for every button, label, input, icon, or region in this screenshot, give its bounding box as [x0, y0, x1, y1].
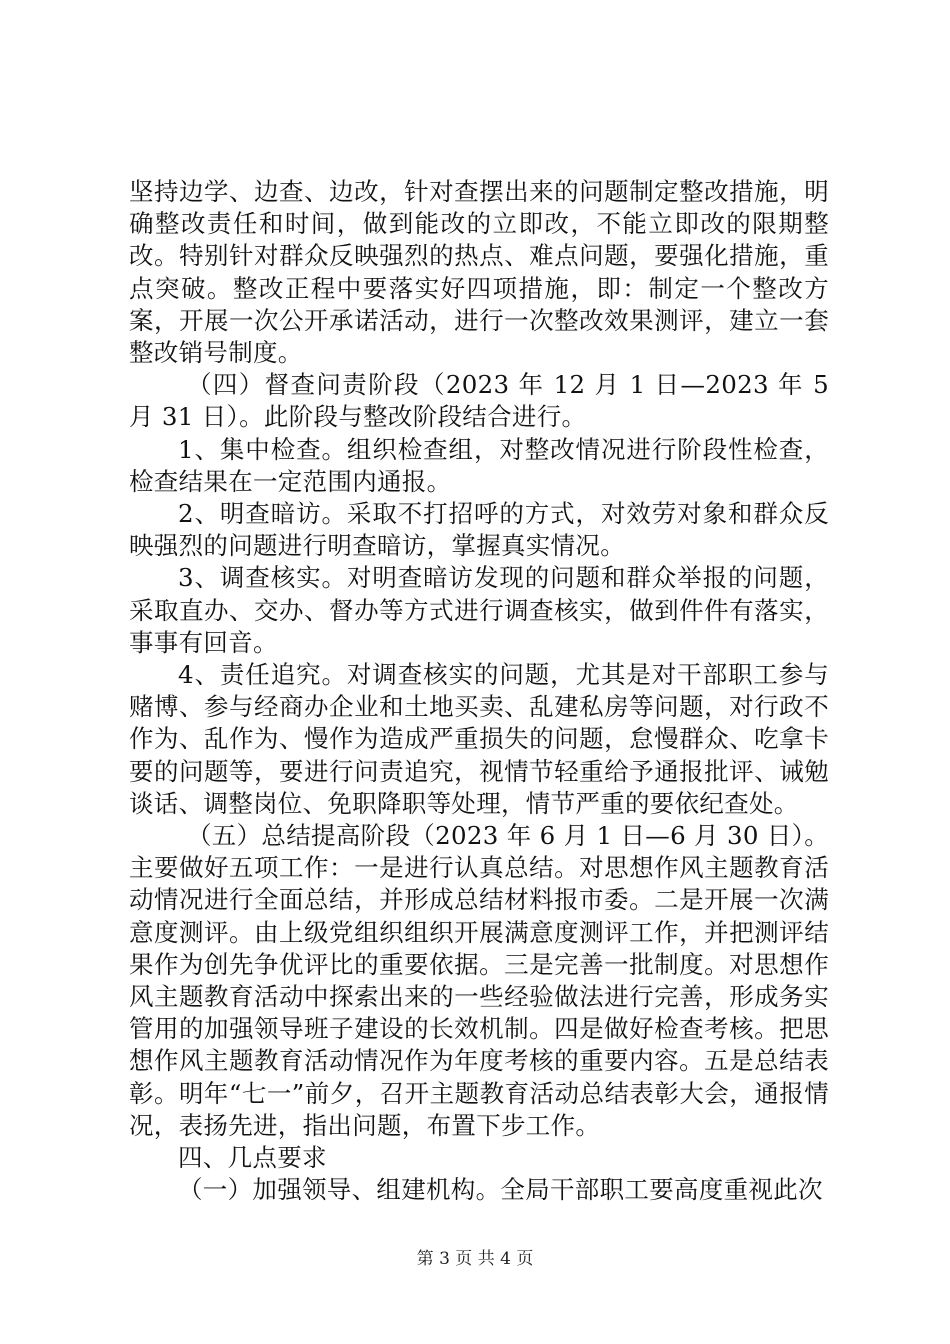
- paragraph: 2、明查暗访。采取不打招呼的方式，对效劳对象和群众反映强烈的问题进行明查暗访，掌握真实情况。: [129, 499, 829, 561]
- document-body: [129, 176, 829, 1207]
- paragraph: （一）加强领导、组建机构。全局干部职工要高度重视此次: [178, 1175, 823, 1205]
- paragraph-heading: 四、几点要求: [178, 1143, 327, 1173]
- paragraph-section-heading: （四）督查问责阶段（2023 年 12 月 1 日—2023 年 5 月 31 日）。此阶段与整改阶段结合进行。: [129, 370, 829, 432]
- paragraph: 坚持边学、边查、边改，针对查摆出来的问题制定整改措施，明确整改责任和时间，做到能改的立即改，不能立即改的限期整改。特别针对群众反映强烈的热点、难点问题，要强化措施，重点突破。整改正程中要落实好四项措施，即：制定一个整改方案，开展一次公开承诺活动，进行一次整改效果测评，建立一套整改销号制度。: [129, 177, 829, 368]
- page-footer: 第 3 页 共 4 页: [416, 1249, 534, 1269]
- paragraph: 1、集中检查。组织检查组，对整改情况进行阶段性检查，检查结果在一定范围内通报。: [129, 434, 829, 496]
- paragraph-section-heading: （五）总结提高阶段（2023 年 6 月 1 日—6 月 30 日）。主要做好五项工作：一是进行认真总结。对思想作风主题教育活动情况进行全面总结，并形成总结材料报市委。二是开展一次满意度测评。由上级党组织组织开展满意度测评工作，并把测评结果作为创先争优评比的重要依据。三是完善一批制度。对思想作风主题教育活动中探索出来的一些经验做法进行完善，形成务实管用的加强领导班子建设的长效机制。四是做好检查考核。把思想作风主题教育活动情况作为年度考核的重要内容。五是总结表彰。明年“七一”前夕，召开主题教育活动总结表彰大会，通报情况，表扬先进，指出问题，布置下步工作。: [129, 821, 829, 1140]
- paragraph: 4、责任追究。对调查核实的问题，尤其是对干部职工参与赌博、参与经商办企业和土地买卖、乱建私房等问题，对行政不作为、乱作为、慢作为造成严重损失的问题，怠慢群众、吃拿卡要的问题等，要进行问责追究，视情节轻重给予通报批评、诫勉谈话、调整岗位、免职降职等处理，情节严重的要依纪查处。: [129, 660, 829, 818]
- paragraph: 3、调查核实。对明查暗访发现的问题和群众举报的问题，采取直办、交办、督办等方式进行调查核实，做到件件有落实，事事有回音。: [129, 563, 829, 657]
